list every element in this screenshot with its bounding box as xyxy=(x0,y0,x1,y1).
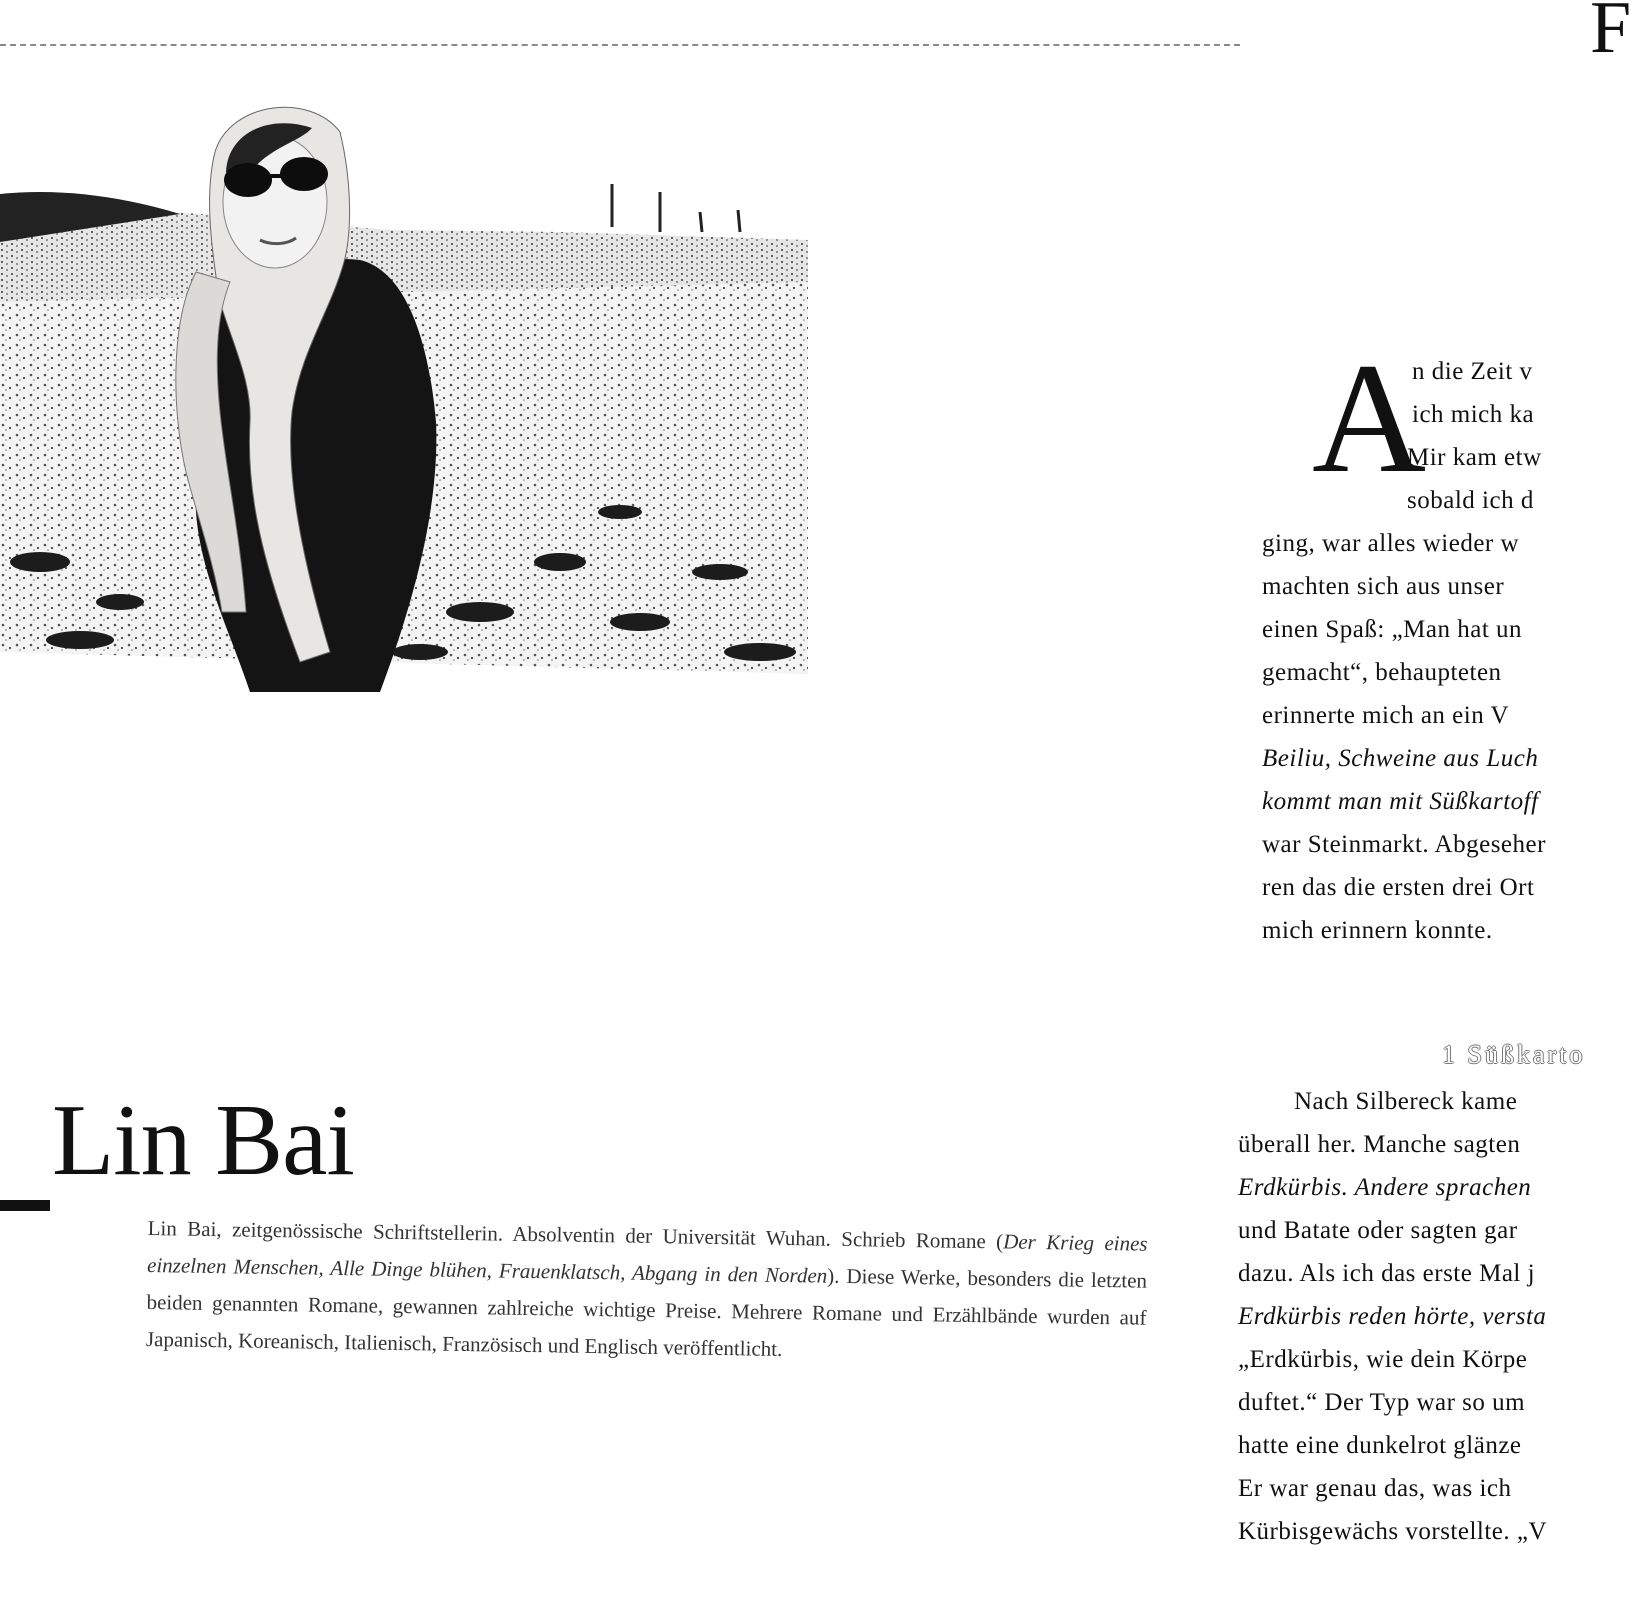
cropped-heading-glyph: F xyxy=(1590,0,1631,69)
story-column xyxy=(1238,0,1616,1616)
story-line: „Erdkürbis, wie dein Körpe xyxy=(1238,1346,1528,1373)
author-name: Lin Bai xyxy=(52,1084,354,1197)
story-line: ging, war alles wieder w xyxy=(1262,530,1520,557)
drop-cap: A xyxy=(1312,331,1427,506)
story-line: einen Spaß: „Man hat un xyxy=(1262,616,1523,643)
section-dash-mark xyxy=(0,1200,50,1211)
story-line: kommt man mit Süßkartoff xyxy=(1262,788,1539,815)
story-line: gemacht“, behaupteten xyxy=(1262,659,1502,686)
story-line: überall her. Manche sagten xyxy=(1238,1131,1521,1158)
bio-text: ). Diese Werke, besonders die letzten beiden genannten Romane, gewannen zahlreiche wichtige Preise. Mehrere Romane und Erzählbände wurden auf Japanisch, Koreanisch, Italienisch, Französisch und Englisch veröffentlicht. xyxy=(145,1263,1148,1361)
story-line: Erdkürbis. Andere sprachen xyxy=(1238,1174,1532,1201)
story-line: Mir kam etw xyxy=(1407,444,1542,471)
story-line: war Steinmarkt. Abgeseher xyxy=(1262,831,1546,858)
story-line: Nach Silbereck kame xyxy=(1294,1088,1518,1115)
story-line: n die Zeit v xyxy=(1412,358,1533,385)
story-line: duftet.“ Der Typ war so um xyxy=(1238,1389,1526,1416)
story-line: ren das die ersten drei Ort xyxy=(1262,874,1535,901)
story-line: und Batate oder sagten gar xyxy=(1238,1217,1518,1244)
author-photo xyxy=(0,92,808,692)
story-line: Kürbisgewächs vorstellte. „V xyxy=(1238,1518,1548,1545)
top-dashed-rule xyxy=(0,44,1240,46)
story-line: sobald ich d xyxy=(1407,487,1534,514)
bio-text: Lin Bai, zeitgenössische Schriftstellerin. Absolventin der Universität Wuhan. Schrieb Romane ( xyxy=(147,1215,1004,1254)
bio-works-titles: Der Krieg eines einzelnen Menschen, Alle Dinge blühen, Frauenklatsch, Abgang in den Norden xyxy=(146,1229,1148,1288)
author-photo-illustration xyxy=(0,92,808,692)
story-line: ich mich ka xyxy=(1412,401,1535,428)
story-line: Er war genau das, was ich xyxy=(1238,1475,1512,1502)
story-line: hatte eine dunkelrot glänze xyxy=(1238,1432,1522,1459)
author-bio xyxy=(146,1210,1148,1374)
section-heading: 1 Süßkarto xyxy=(1442,1040,1586,1069)
story-line: dazu. Als ich das erste Mal j xyxy=(1238,1260,1536,1287)
story-line: machten sich aus unser xyxy=(1262,573,1505,600)
story-line: Beiliu, Schweine aus Luch xyxy=(1262,745,1539,772)
story-line: erinnerte mich an ein V xyxy=(1262,702,1510,729)
story-line: mich erinnern konnte. xyxy=(1262,917,1493,944)
story-line: Erdkürbis reden hörte, versta xyxy=(1238,1303,1547,1330)
